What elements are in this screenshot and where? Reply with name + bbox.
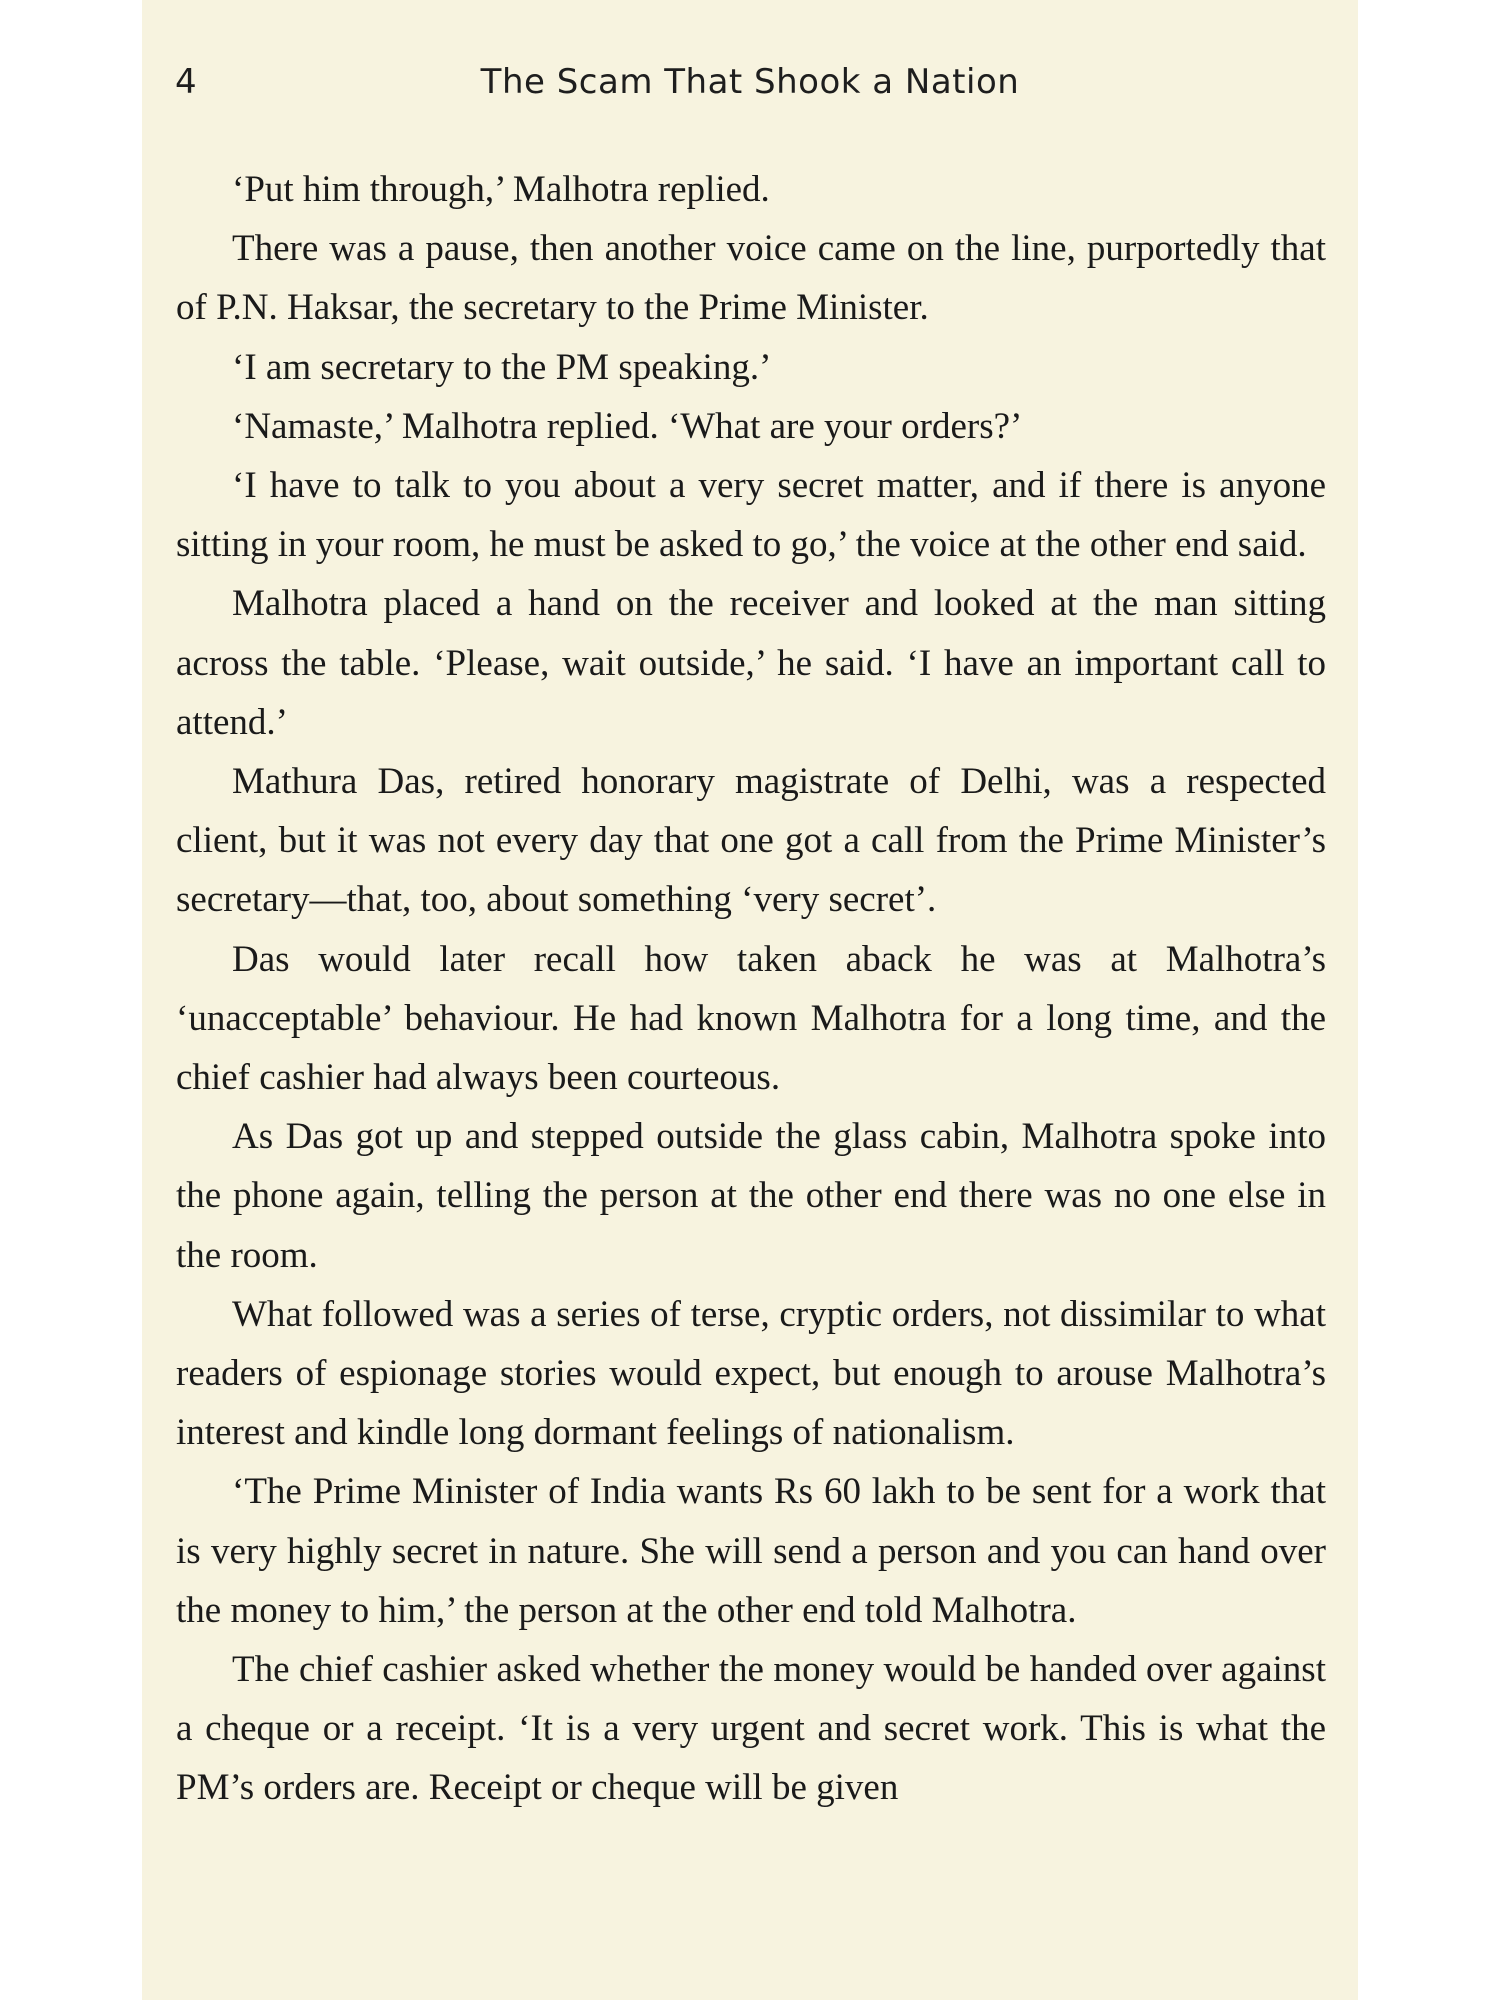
paragraph: There was a pause, then another voice came on the line, purportedly that of P.N. Haksar, the secretary to the Prime Minister. xyxy=(176,228,1326,329)
body-text xyxy=(176,160,1326,1818)
paragraph: The chief cashier asked whether the money would be handed over against a cheque or a receipt. ‘It is a very urgent and secret work. This is what the PM’s orders are. Receipt or cheque will be given xyxy=(176,1649,1326,1809)
running-header xyxy=(142,58,1358,118)
book-page xyxy=(142,0,1358,2000)
paragraph: ‘The Prime Minister of India wants Rs 60 lakh to be sent for a work that is very highly secret in nature. She will send a person and you can hand over the money to him,’ the person at the other end told Malhotra. xyxy=(176,1471,1326,1631)
paragraph: Das would later recall how taken aback he was at Malhotra’s ‘unacceptable’ behaviour. He had known Malhotra for a long time, and the chief cashier had always been courteous. xyxy=(176,938,1326,1099)
page-number: 4 xyxy=(175,62,197,102)
paragraph: Malhotra placed a hand on the receiver and looked at the man sitting across the table. ‘Please, wait outside,’ he said. ‘I have an important call to attend.’ xyxy=(176,583,1326,743)
paragraph: What followed was a series of terse, cryptic orders, not dissimilar to what readers of espionage stories would expect, but enough to arouse Malhotra’s interest and kindle long dormant feelings of nationalism. xyxy=(176,1293,1326,1454)
paragraph: ‘I have to talk to you about a very secret matter, and if there is anyone sitting in your room, he must be asked to go,’ the voice at the other end said. xyxy=(176,465,1326,566)
paragraph: Mathura Das, retired honorary magistrate of Delhi, was a respected client, but it was not every day that one got a call from the Prime Minister’s secretary—that, too, about something ‘very secret’. xyxy=(176,761,1326,921)
book-title: The Scam That Shook a Nation xyxy=(480,62,1020,102)
paragraph: ‘Namaste,’ Malhotra replied. ‘What are your orders?’ xyxy=(232,405,1023,447)
paragraph: ‘Put him through,’ Malhotra replied. xyxy=(232,169,770,210)
paragraph: As Das got up and stepped outside the glass cabin, Malhotra spoke into the phone again, telling the person at the other end there was no one else in the room. xyxy=(176,1116,1326,1276)
paragraph: ‘I am secretary to the PM speaking.’ xyxy=(232,346,772,388)
